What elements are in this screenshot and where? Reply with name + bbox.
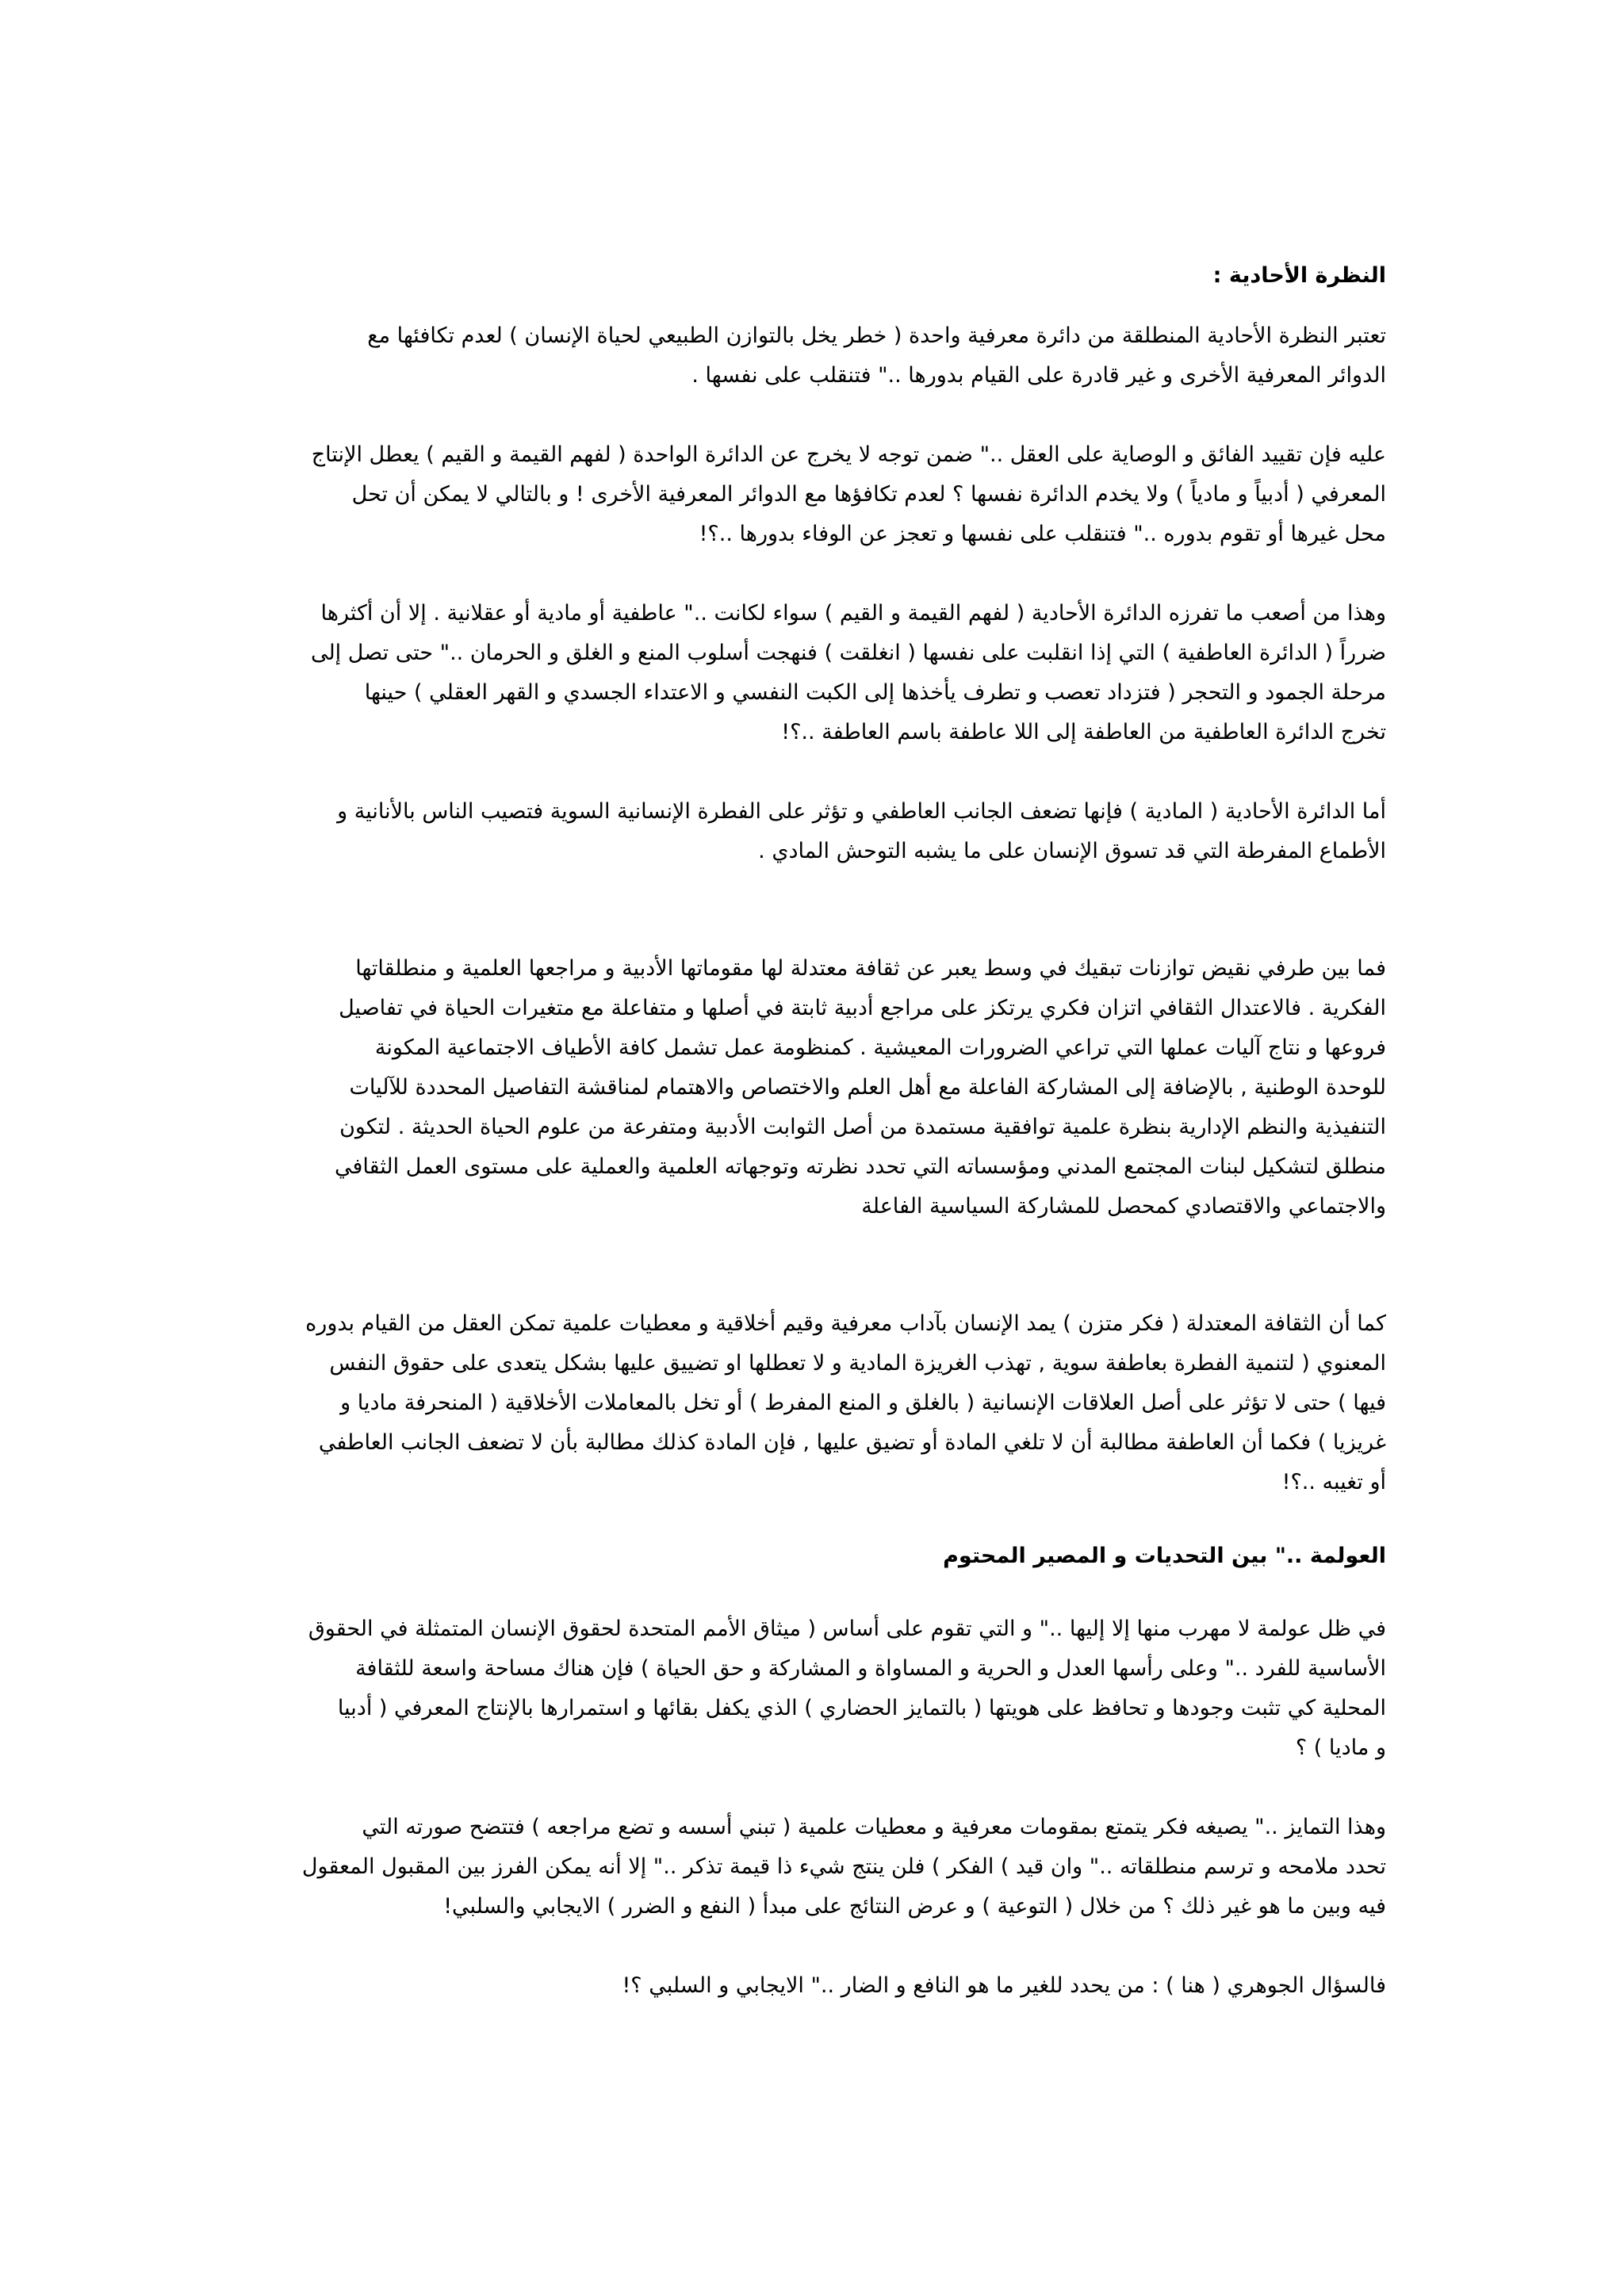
- spacer: [235, 1768, 1386, 1808]
- paragraph-line: منطلق لتشكيل لبنات المجتمع المدني ومؤسساته التي تحدد نظرته وتوجهاته العلمية والعملية على مستوى العمل الثقافي: [334, 1154, 1386, 1180]
- paragraph-line: الفكرية . فالاعتدال الثقافي اتزان فكري يرتكز على مراجع أدبية ثابتة في أصلها و متفاعلة مع متغيرات الحياة في تفاصيل: [339, 996, 1386, 1021]
- paragraph-line: تعتبر النظرة الأحادية المنطلقة من دائرة معرفية واحدة ( خطر يخل بالتوازن الطبيعي لحياة الإنسان ) لعدم تكافئها مع: [367, 323, 1386, 349]
- paragraph-line: وهذا من أصعب ما تفرزه الدائرة الأحادية ( لفهم القيمة و القيم ) سواء لكانت .." عاطفية أو مادية أو عقلانية . إلا أن أكثرها: [320, 601, 1386, 626]
- paragraph-line: والاجتماعي والاقتصادي كمحصل للمشاركة السياسية الفاعلة: [861, 1194, 1386, 1219]
- paragraph-line: مرحلة الجمود و التحجر ( فتزداد تعصب و تطرف يأخذها إلى الكبت النفسي و الاعتداء الجسدي و القهر العقلي ) حينها: [364, 680, 1386, 706]
- paragraph-7: [235, 1609, 1386, 1768]
- document-page: [235, 262, 1386, 2006]
- paragraph-6: [235, 1304, 1386, 1502]
- paragraph-1: [235, 316, 1386, 396]
- paragraph-line: في ظل عولمة لا مهرب منها إلا إليها .." و التي تقوم على أساس ( ميثاق الأمم المتحدة لحقوق الإنسان المتمثلة في الحقوق: [308, 1617, 1386, 1642]
- paragraph-line: التنفيذية والنظم الإدارية بنظرة علمية توافقية مستمدة من أصل الثوابت الأدبية ومتفرعة من علوم الحياة الحديثة . لتكون: [339, 1115, 1386, 1140]
- paragraph-9: [235, 1966, 1386, 2006]
- paragraph-line: أو تغيبه ..؟!: [1281, 1470, 1386, 1495]
- spacer: [235, 752, 1386, 792]
- spacer: [235, 1570, 1386, 1609]
- spacer: [235, 396, 1386, 435]
- paragraph-line: فالسؤال الجوهري ( هنا ) : من يحدد للغير ما هو النافع و الضار .." الايجابي و السلبي ؟!: [622, 1973, 1386, 1999]
- paragraph-line: المحلية كي تثبت وجودها و تحافظ على هويتها ( بالتمايز الحضاري ) الذي يكفل بقائها و استمرارها بالإنتاج المعرفي ( أدبيا: [337, 1696, 1386, 1721]
- paragraph-line: تحدد ملامحه و ترسم منطلقاته .." وان قيد ) الفكر ) فلن ينتج شيء ذا قيمة تذكر .." إلا أنه يمكن الفرز بين المقبول المعقول: [301, 1854, 1386, 1880]
- paragraph-line: الأطماع المفرطة التي قد تسوق الإنسان على ما يشبه التوحش المادي .: [758, 839, 1386, 864]
- paragraph-line: فيها ) حتى لا تؤثر على أصل العلاقات الإنسانية ( بالغلق و المنع المفرط ) أو تخل بالمعاملات الأخلاقية ( المنحرفة ماديا و: [340, 1391, 1386, 1416]
- spacer: [235, 871, 1386, 949]
- paragraph-3: [235, 594, 1386, 752]
- paragraph-line: محل غيرها أو تقوم بدوره .." فتنقلب على نفسها و تعجز عن الوفاء بدورها ..؟!: [699, 522, 1386, 547]
- paragraph-line: تخرج الدائرة العاطفية من العاطفة إلى اللا عاطفة باسم العاطفة ..؟!: [781, 720, 1386, 745]
- paragraph-line: المعنوي ( لتنمية الفطرة بعاطفة سوية , تهذب الغريزة المادية و لا تعطلها او تضييق عليها بشكل يتعدى على حقوق النفس: [329, 1351, 1386, 1376]
- paragraph-line: أما الدائرة الأحادية ( المادية ) فإنها تضعف الجانب العاطفي و تؤثر على الفطرة الإنسانية السوية فتصيب الناس بالأنانية و: [337, 799, 1386, 825]
- paragraph-line: وهذا التمايز .." يصيغه فكر يتمتع بمقومات معرفية و معطيات علمية ( تبني أسسه و تضع مراجعه ) فتتضح صورته التي: [362, 1815, 1386, 1840]
- paragraph-5: [235, 949, 1386, 1226]
- paragraph-2: [235, 435, 1386, 554]
- spacer: [235, 1502, 1386, 1542]
- paragraph-line: للوحدة الوطنية , بالإضافة إلى المشاركة الفاعلة مع أهل العلم والاختصاص والاهتمام لمناقشة التفاصيل المحددة للآليات: [349, 1075, 1386, 1100]
- paragraph-line: عليه فإن تقييد الفائق و الوصاية على العقل .." ضمن توجه لا يخرج عن الدائرة الواحدة ( لفهم القيمة و القيم ) يعطل الإنتاج: [311, 442, 1386, 468]
- paragraph-line: فما بين طرفي نقيض توازنات تبقيك في وسط يعبر عن ثقافة معتدلة لها مقوماتها الأدبية و مراجعها العلمية و منطلقاتها: [355, 956, 1386, 982]
- paragraph-line: ضرراً ( الدائرة العاطفية ) التي إذا انقلبت على نفسها ( انغلقت ) فنهجت أسلوب المنع و الغلق و الحرمان .." حتى تصل إلى: [310, 641, 1386, 666]
- paragraph-4: [235, 792, 1386, 871]
- spacer: [235, 289, 1386, 316]
- paragraph-line: كما أن الثقافة المعتدلة ( فكر متزن ) يمد الإنسان بآداب معرفية وقيم أخلاقية و معطيات علمية تمكن العقل من القيام بدوره: [305, 1311, 1386, 1337]
- paragraph-line: فروعها و نتاج آليات عملها التي تراعي الضرورات المعيشية . كمنظومة عمل تشمل كافة الأطياف الاجتماعية المكونة: [374, 1035, 1386, 1061]
- section-heading-unilateral-view: النظرة الأحادية :: [1212, 263, 1386, 288]
- paragraph-line: غريزيا ) فكما أن العاطفة مطالبة أن لا تلغي المادة أو تضيق عليها , فإن المادة كذلك مطالبة بأن لا تضعف الجانب العاطفي: [318, 1430, 1386, 1456]
- spacer: [235, 1927, 1386, 1966]
- paragraph-8: [235, 1808, 1386, 1927]
- paragraph-line: الأساسية للفرد .." وعلى رأسها العدل و الحرية و المساواة و المشاركة و حق الحياة ) فإن هناك مساحة واسعة للثقافة: [355, 1656, 1386, 1682]
- spacer: [235, 554, 1386, 594]
- paragraph-line: الدوائر المعرفية الأخرى و غير قادرة على القيام بدورها .." فتنقلب على نفسها .: [691, 363, 1386, 388]
- spacer: [235, 1226, 1386, 1304]
- paragraph-line: و ماديا ) ؟: [1295, 1735, 1386, 1761]
- paragraph-line: فيه وبين ما هو غير ذلك ؟ من خلال ( التوعية ) و عرض النتائج على مبدأ ( النفع و الضرر ) الايجابي والسلبي!: [443, 1894, 1386, 1919]
- paragraph-line: المعرفي ( أدبياً و مادياً ) ولا يخدم الدائرة نفسها ؟ لعدم تكافؤها مع الدوائر المعرفية الأخرى ! و بالتالي لا يمكن أن تحل: [351, 482, 1386, 507]
- section-heading-globalization: العولمة .." بين التحديات و المصير المحتوم: [943, 1544, 1386, 1569]
